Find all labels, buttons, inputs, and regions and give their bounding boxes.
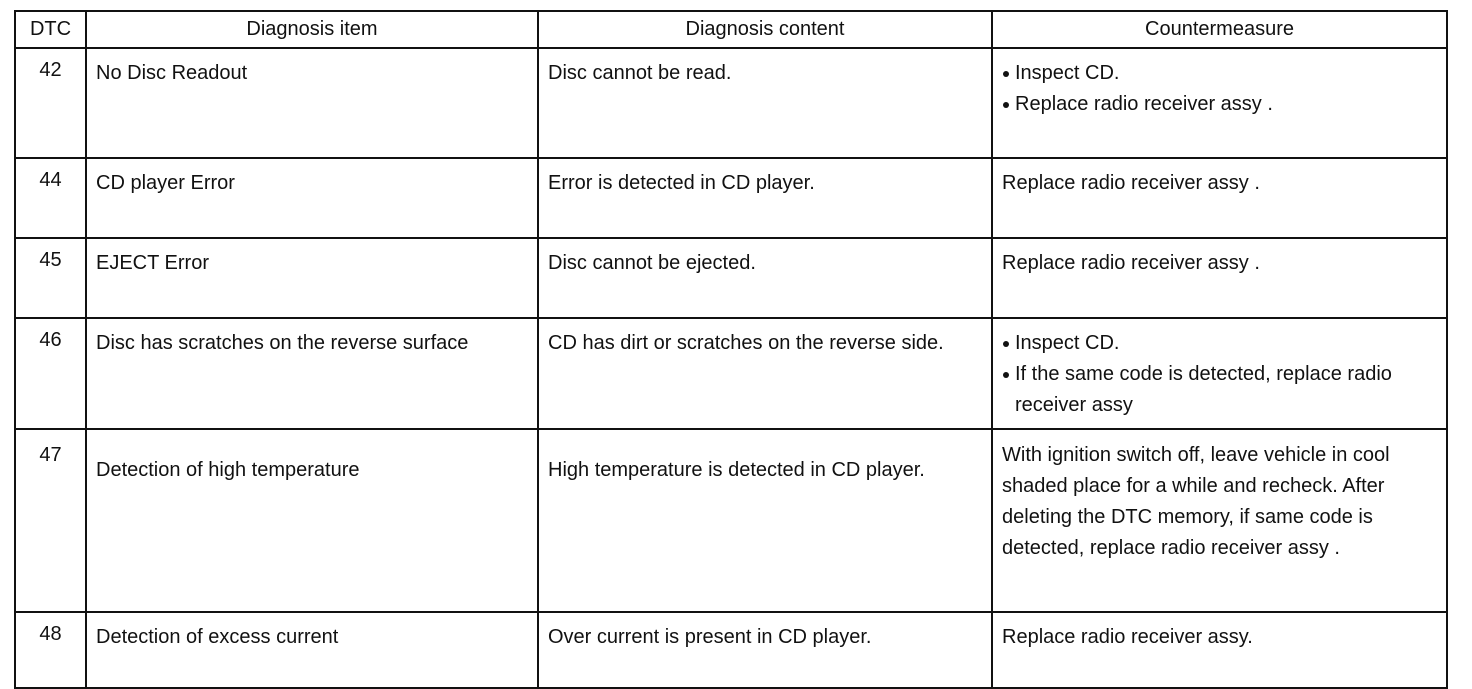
table-row (15, 48, 1447, 158)
dtc-code: 47 (15, 429, 86, 612)
table-row (15, 318, 1447, 429)
list-item: Inspect CD. (1002, 328, 1438, 359)
countermeasure: Replace radio receiver assy . (992, 238, 1447, 318)
diagnosis-item: Detection of high temperature (86, 429, 538, 612)
dtc-code: 48 (15, 612, 86, 688)
countermeasure: Replace radio receiver assy. (992, 612, 1447, 688)
dtc-document (14, 10, 1448, 689)
countermeasure: With ignition switch off, leave vehicle in cool shaded place for a while and recheck. After deleting the DTC memory, if same code is detected, replace radio receiver assy . (992, 429, 1447, 612)
diagnosis-content: CD has dirt or scratches on the reverse side. (538, 318, 992, 429)
dtc-code: 46 (15, 318, 86, 429)
diagnosis-content: Disc cannot be ejected. (538, 238, 992, 318)
table-row (15, 238, 1447, 318)
countermeasure-list (1002, 328, 1438, 421)
dtc-code: 44 (15, 158, 86, 238)
table-row (15, 612, 1447, 688)
list-item: If the same code is detected, replace radio receiver assy (1002, 359, 1438, 421)
diagnosis-content: Over current is present in CD player. (538, 612, 992, 688)
countermeasure (992, 48, 1447, 158)
countermeasure-list (1002, 58, 1438, 120)
diagnosis-item: No Disc Readout (86, 48, 538, 158)
diagnosis-item: EJECT Error (86, 238, 538, 318)
diagnosis-item: Detection of excess current (86, 612, 538, 688)
table-row (15, 429, 1447, 612)
table-header-row (15, 11, 1447, 48)
header-dtc: DTC (15, 11, 86, 48)
countermeasure (992, 318, 1447, 429)
diagnosis-item: CD player Error (86, 158, 538, 238)
diagnosis-content: Error is detected in CD player. (538, 158, 992, 238)
dtc-code: 42 (15, 48, 86, 158)
diagnosis-content: Disc cannot be read. (538, 48, 992, 158)
header-diagnosis-item: Diagnosis item (86, 11, 538, 48)
list-item: Replace radio receiver assy . (1002, 89, 1438, 120)
list-item: Inspect CD. (1002, 58, 1438, 89)
header-countermeasure: Countermeasure (992, 11, 1447, 48)
dtc-code: 45 (15, 238, 86, 318)
diagnosis-content: High temperature is detected in CD player. (538, 429, 992, 612)
diagnosis-item: Disc has scratches on the reverse surface (86, 318, 538, 429)
dtc-table (14, 10, 1448, 689)
table-row (15, 158, 1447, 238)
header-diagnosis-content: Diagnosis content (538, 11, 992, 48)
countermeasure: Replace radio receiver assy . (992, 158, 1447, 238)
